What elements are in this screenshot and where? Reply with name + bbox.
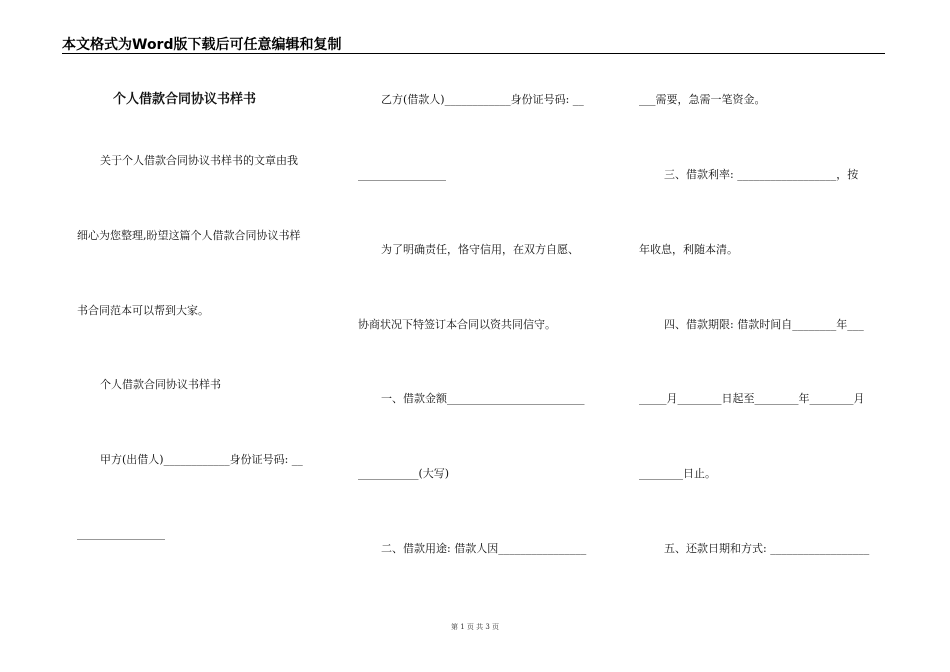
paragraph-line: 为了明确责任，恪守信用，在双方自愿、 bbox=[381, 243, 579, 256]
clause-4-line: 四、借款期限: 借款时间自________年___ bbox=[664, 318, 864, 331]
clause-3-line: 三、借款利率: __________________，按 bbox=[664, 168, 859, 181]
clause-2-line: 二、借款用途: 借款人因________________ bbox=[381, 542, 587, 555]
clause-3-line: 年收息，利随本清。 bbox=[639, 243, 738, 256]
paragraph-line: 细心为您整理,盼望这篇个人借款合同协议书样 bbox=[77, 229, 301, 242]
clause-4-line: ________日止。 bbox=[639, 467, 716, 480]
clause-1-line: 一、借款金额_________________________ bbox=[381, 392, 585, 405]
document-header: 本文格式为Word版下载后可任意编辑和复制 bbox=[62, 37, 342, 53]
paragraph-line: 协商状况下特签订本合同以资共同信守。 bbox=[358, 318, 556, 331]
party-b-line: 乙方(借款人)____________身份证号码: __ bbox=[381, 93, 584, 106]
party-a-line: ________________ bbox=[77, 527, 165, 540]
paragraph-line: 关于个人借款合同协议书样书的文章由我 bbox=[100, 154, 298, 167]
clause-5-line: 五、还款日期和方式: __________________ bbox=[664, 542, 870, 555]
document-title: 个人借款合同协议书样书 bbox=[113, 92, 257, 107]
party-a-line: 甲方(出借人)____________身份证号码: __ bbox=[100, 453, 303, 466]
header-divider bbox=[62, 53, 885, 54]
paragraph-line: 书合同范本可以帮到大家。 bbox=[77, 304, 209, 317]
clause-4-line: _____月________日起至________年________月 bbox=[639, 392, 865, 405]
paragraph-line: 个人借款合同协议书样书 bbox=[100, 378, 221, 391]
party-b-line: ________________ bbox=[358, 168, 446, 181]
page-number: 第 1 页 共 3 页 bbox=[450, 623, 500, 631]
clause-2-line: ___需要，急需一笔资金。 bbox=[639, 93, 766, 106]
clause-1-line: ___________(大写) bbox=[358, 467, 450, 480]
